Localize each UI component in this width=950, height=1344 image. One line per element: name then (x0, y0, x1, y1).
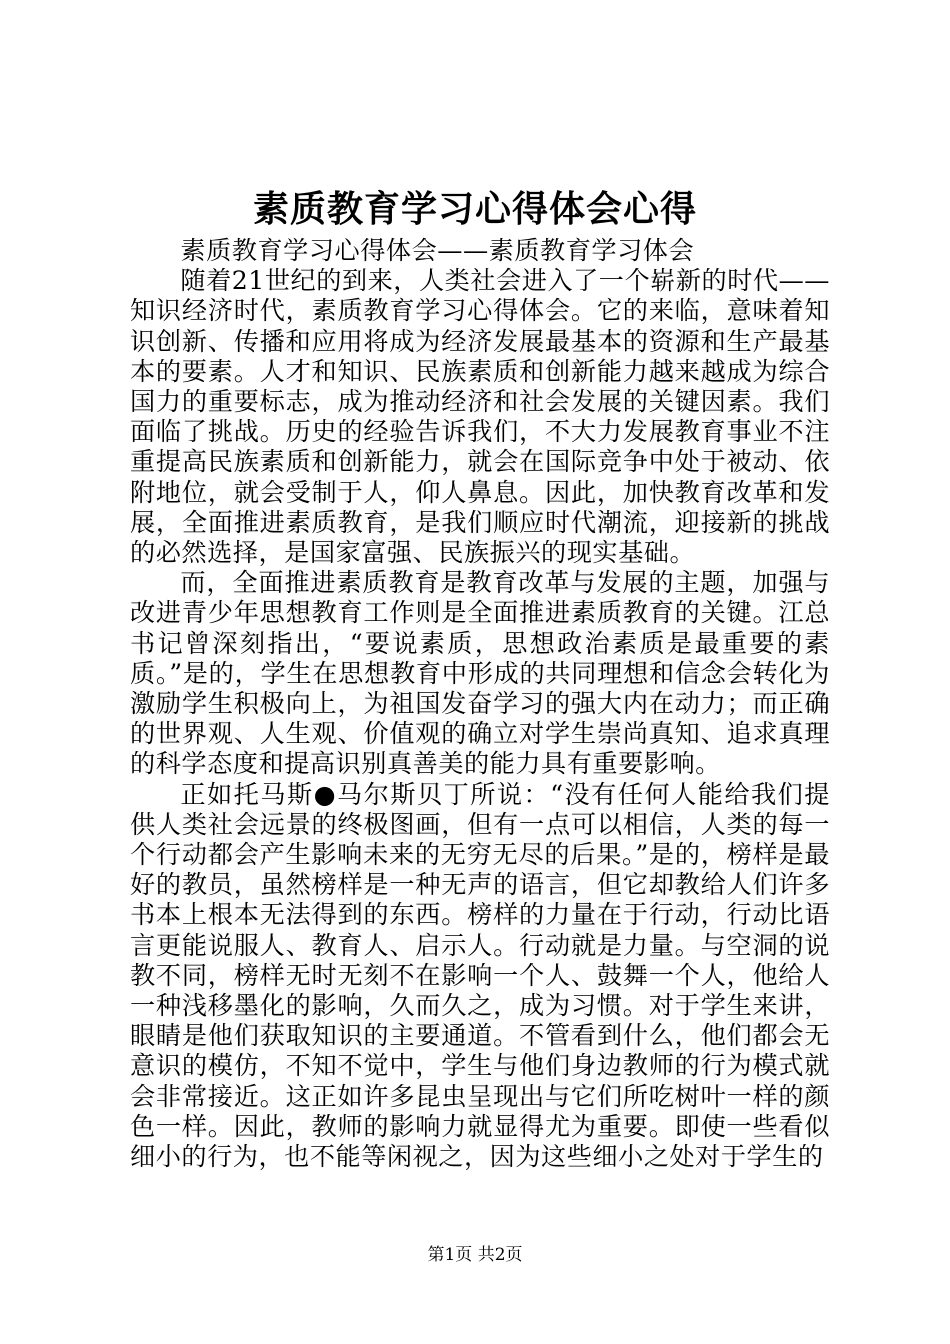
document-title: 素质教育学习心得体会心得 (252, 188, 697, 230)
document-body (130, 236, 830, 1172)
paragraph: 随着21世纪的到来，人类社会进入了一个崭新的时代——知识经济时代，素质教育学习心得体会。它的来临，意味着知识创新、传播和应用将成为经济发展最基本的资源和生产最基本的要素。人才和知识、民族素质和创新能力越来越成为综合国力的重要标志，成为推动经济和社会发展的关键因素。我们面临了挑战。历史的经验告诉我们，不大力发展教育事业不注重提高民族素质和创新能力，就会在国际竞争中处于被动、依附地位，就会受制于人，仰人鼻息。因此，加快教育改革和发展，全面推进素质教育，是我们顺应时代潮流，迎接新的挑战的必然选择，是国家富强、民族振兴的现实基础。 (130, 266, 830, 568)
paragraph: 正如托马斯●马尔斯贝丁所说：“没有任何人能给我们提供人类社会远景的终极图画，但有一点可以相信，人类的每一个行动都会产生影响未来的无穷无尽的后果。”是的，榜样是最好的教员，虽然榜样是一种无声的语言，但它却教给人们许多书本上根本无法得到的东西。榜样的力量在于行动，行动比语言更能说服人、教育人、启示人。行动就是力量。与空洞的说教不同，榜样无时无刻不在影响一个人、鼓舞一个人，他给人一种浅移墨化的影响，久而久之，成为习惯。对于学生来讲，眼睛是他们获取知识的主要通道。不管看到什么，他们都会无意识的模仿，不知不觉中，学生与他们身边教师的行为模式就会非常接近。这正如许多昆虫呈现出与它们所吃树叶一样的颜色一样。因此，教师的影响力就显得尤为重要。即使一些看似细小的行为，也不能等闲视之，因为这些细小之处对于学生的 (130, 779, 830, 1172)
page-footer: 第1页 共2页 (427, 1245, 523, 1265)
paragraph-subtitle: 素质教育学习心得体会——素质教育学习体会 (180, 236, 695, 265)
paragraph: 而，全面推进素质教育是教育改革与发展的主题，加强与改进青少年思想教育工作则是全面推进素质教育的关键。江总书记曾深刻指出，“要说素质，思想政治素质是最重要的素质。”是的，学生在思想教育中形成的共同理想和信念会转化为激励学生积极向上，为祖国发奋学习的强大内在动力；而正确的世界观、人生观、价值观的确立对学生崇尚真知、追求真理的科学态度和提高识别真善美的能力具有重要影响。 (130, 568, 830, 779)
